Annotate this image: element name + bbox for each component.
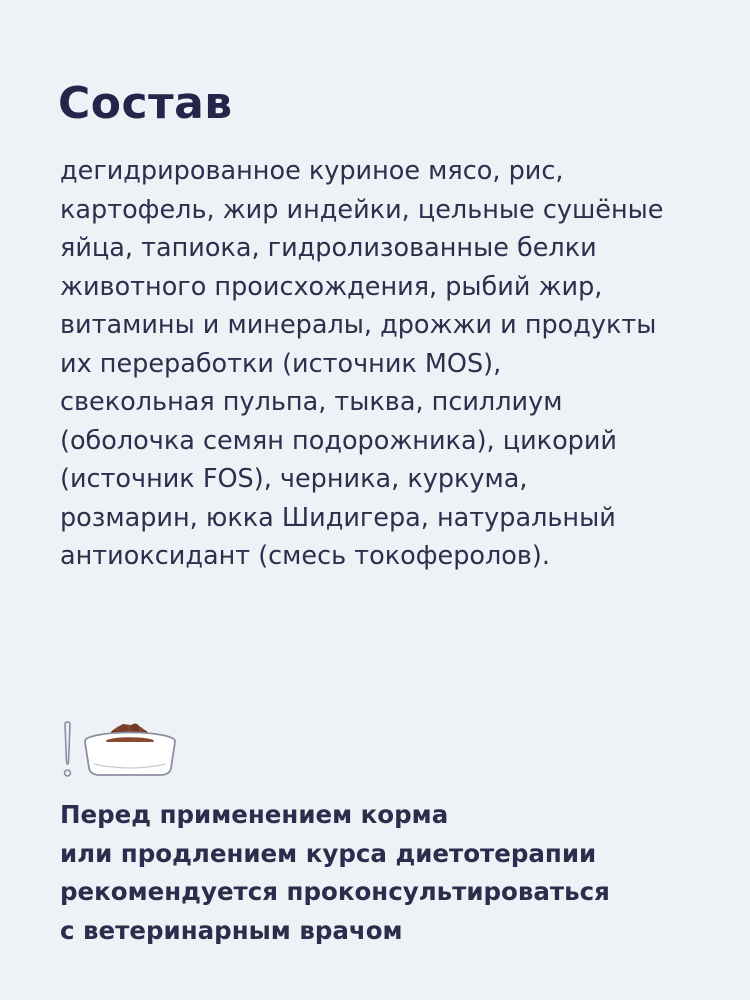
exclamation-icon <box>65 722 71 776</box>
composition-line: свекольная пульпа, тыква, псиллиум <box>60 387 563 417</box>
composition-line: дегидрированное куриное мясо, рис, <box>60 156 564 186</box>
warning-line: с ветеринарным врачом <box>60 915 403 945</box>
page-title: Состав <box>58 78 233 129</box>
composition-line: витамины и минералы, дрожжи и продукты <box>60 310 657 340</box>
vet-warning-text <box>60 796 610 950</box>
composition-line: (источник FOS), черника, куркума, <box>60 464 528 494</box>
composition-line: антиоксидант (смесь токоферолов). <box>60 541 550 571</box>
warning-line: Перед применением корма <box>60 800 449 829</box>
composition-line: животного происхождения, рыбий жир, <box>60 271 603 302</box>
composition-text <box>60 152 720 576</box>
composition-line: картофель, жир индейки, цельные сушёные <box>60 194 664 225</box>
composition-line: их переработки (источник MOS), <box>60 348 502 379</box>
composition-line: розмарин, юкка Шидигера, натуральный <box>60 502 616 533</box>
composition-line: (оболочка семян подорожника), цикорий <box>60 425 618 456</box>
composition-line: яйца, тапиока, гидролизованные белки <box>60 233 597 263</box>
warning-icons <box>58 720 188 784</box>
warning-line: или продлением курса диетотерапии <box>60 838 597 868</box>
warning-line: рекомендуется проконсультироваться <box>60 877 610 906</box>
food-bowl-icon <box>85 724 175 776</box>
